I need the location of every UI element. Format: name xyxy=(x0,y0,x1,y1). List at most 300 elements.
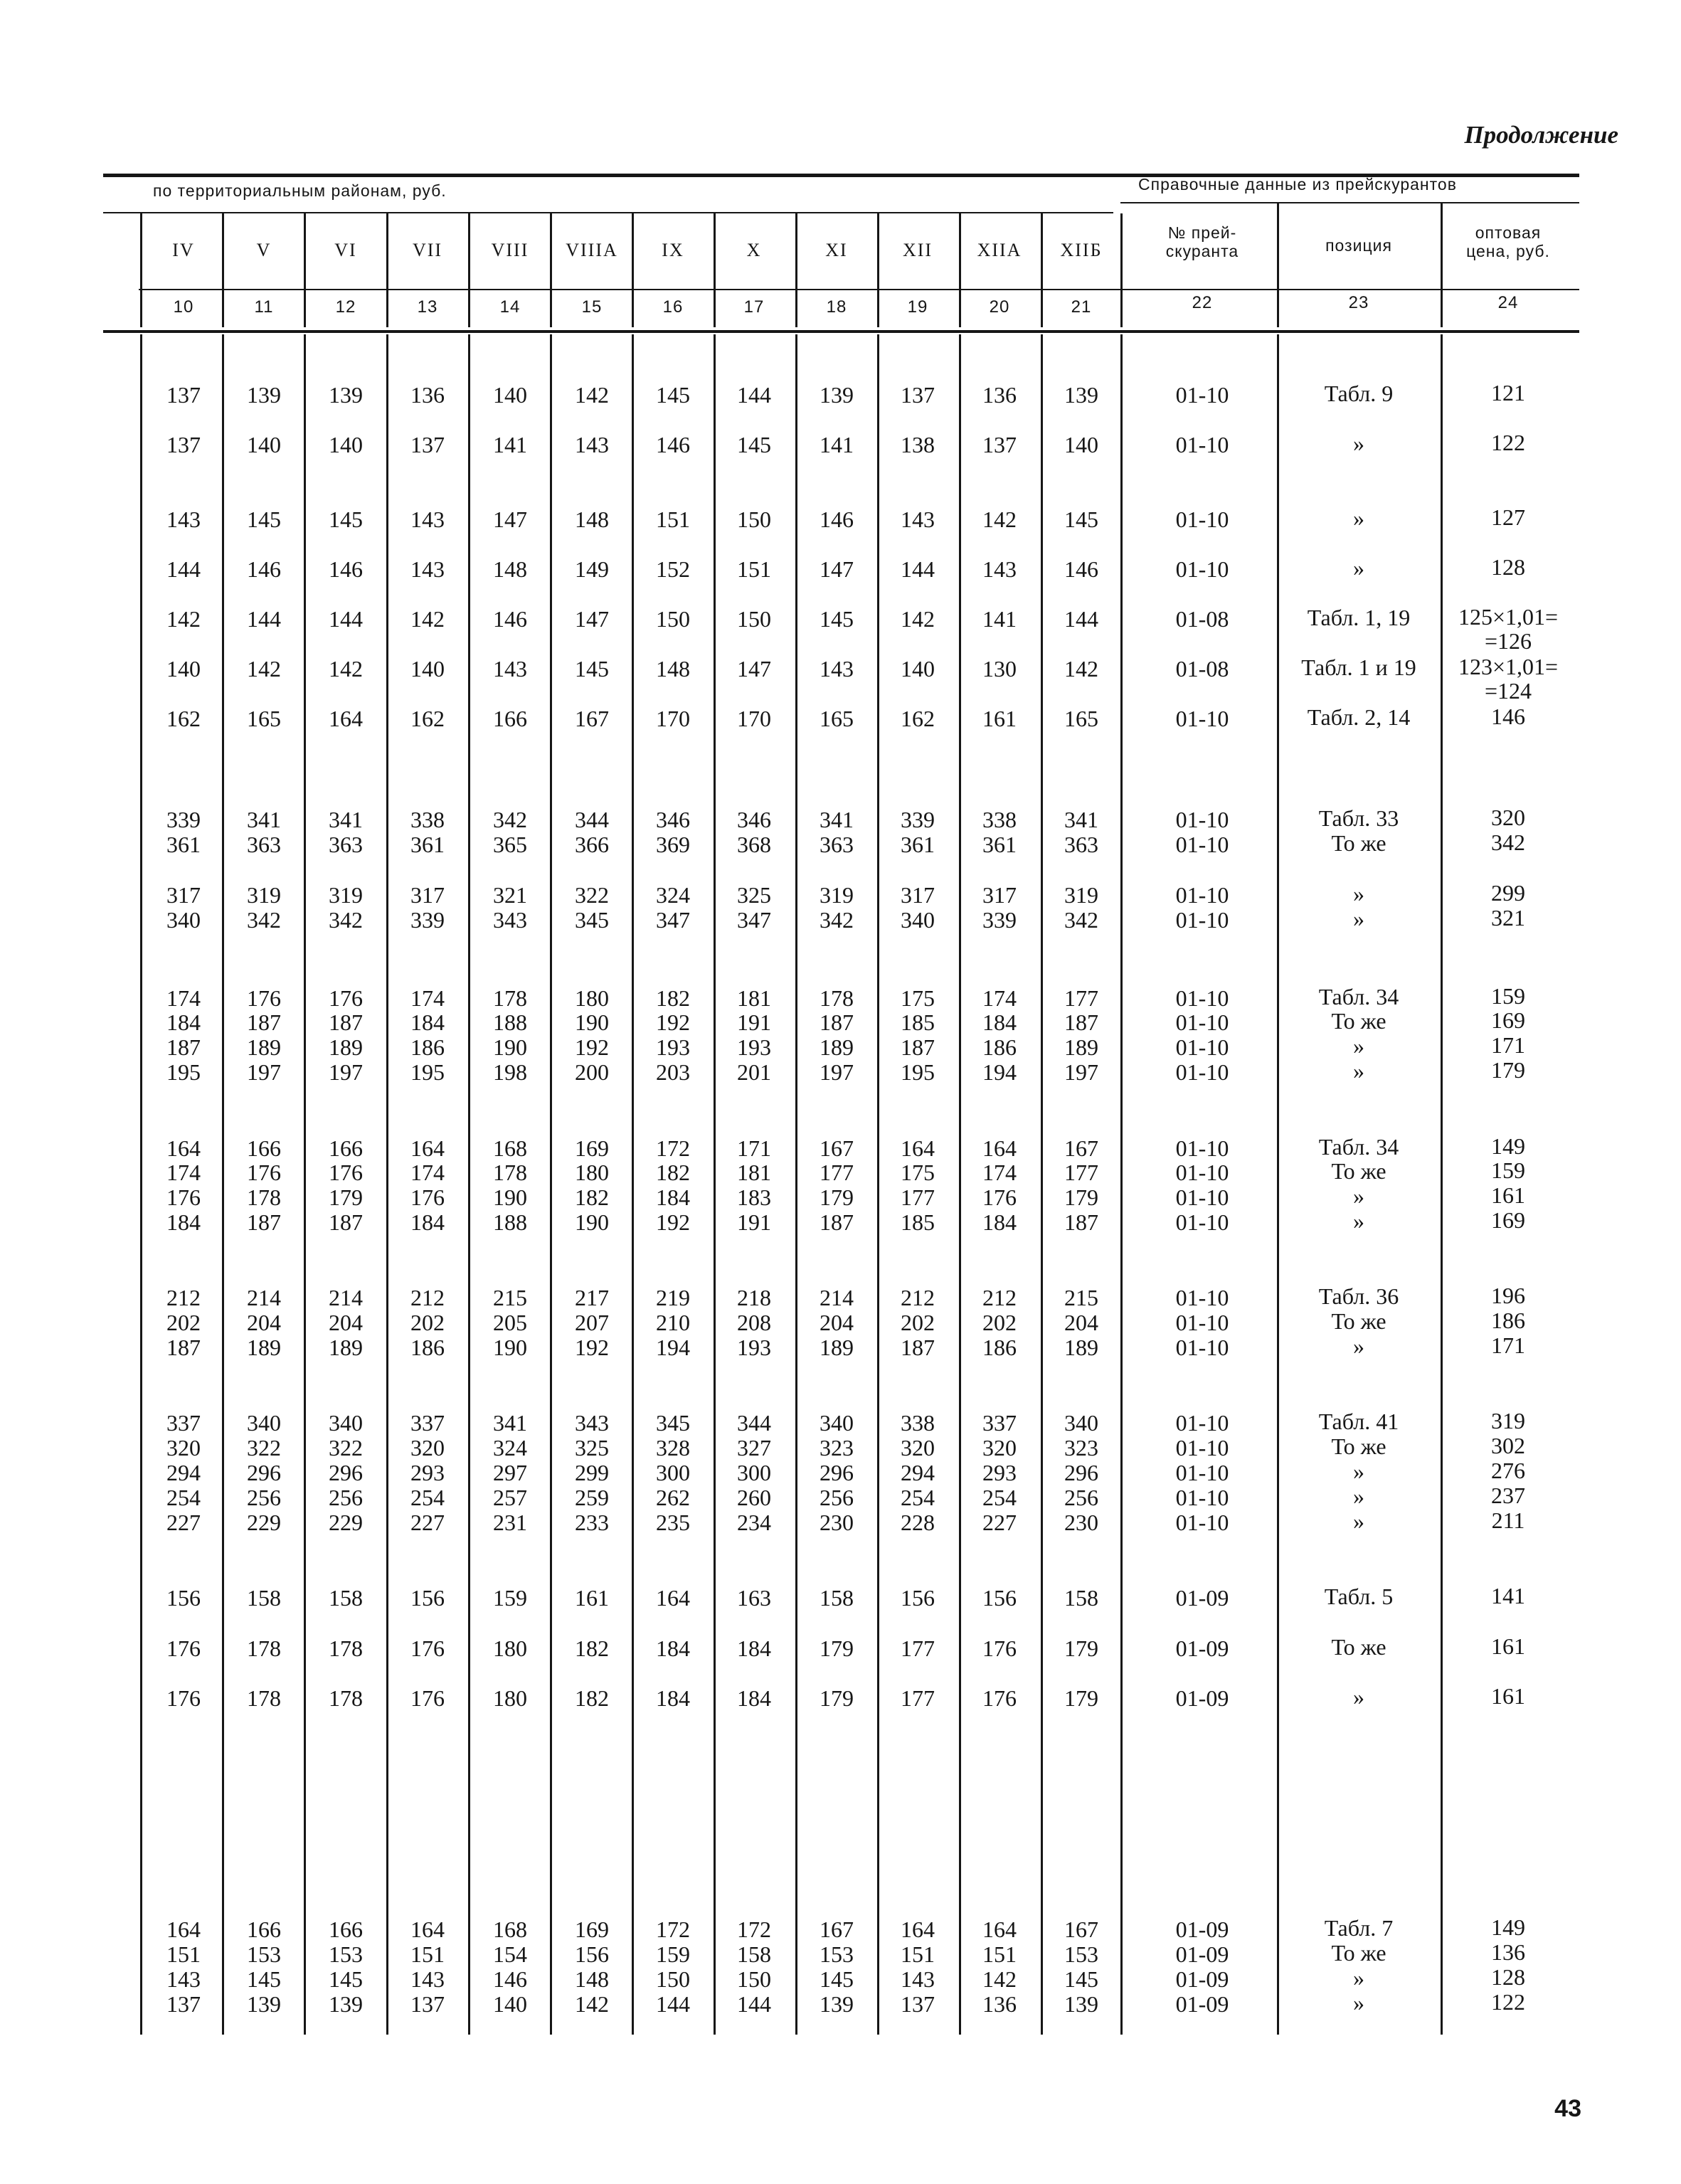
table-cell: 137 xyxy=(410,1991,445,2017)
pricelist-code-cell: 01-09 xyxy=(1175,1966,1229,1992)
wholesale-price-cell: 125×1,01= =126 xyxy=(1458,604,1559,654)
region-header: IV xyxy=(172,240,195,260)
table-cell: 338 xyxy=(410,807,445,832)
table-cell: 164 xyxy=(410,1135,445,1161)
table-cell: 174 xyxy=(166,1160,201,1185)
table-cell: 366 xyxy=(575,832,609,857)
table-cell: 322 xyxy=(575,882,609,908)
table-cell: 145 xyxy=(247,507,281,532)
column-rule-header xyxy=(386,213,388,327)
table-cell: 202 xyxy=(901,1310,935,1335)
table-cell: 168 xyxy=(493,1135,527,1161)
table-cell: 164 xyxy=(901,1917,935,1942)
table-cell: 141 xyxy=(493,432,527,457)
table-cell: 178 xyxy=(247,1685,281,1711)
table-cell: 190 xyxy=(493,1034,527,1060)
table-cell: 325 xyxy=(737,882,771,908)
table-cell: 176 xyxy=(982,1636,1017,1661)
table-cell: 342 xyxy=(1064,907,1098,933)
table-cell: 178 xyxy=(820,985,854,1011)
table-cell: 178 xyxy=(493,985,527,1011)
table-cell: 137 xyxy=(166,1991,201,2017)
table-cell: 189 xyxy=(820,1335,854,1360)
table-cell: 137 xyxy=(166,432,201,457)
table-cell: 319 xyxy=(247,882,281,908)
table-cell: 163 xyxy=(737,1585,771,1611)
table-cell: 150 xyxy=(737,507,771,532)
table-cell: 156 xyxy=(410,1585,445,1611)
table-cell: 368 xyxy=(737,832,771,857)
table-cell: 187 xyxy=(901,1034,935,1060)
table-cell: 228 xyxy=(901,1510,935,1535)
region-header: XIIБ xyxy=(1060,240,1103,260)
column-rule-header xyxy=(140,213,142,327)
position-cell: То же xyxy=(1331,1008,1386,1034)
table-cell: 363 xyxy=(820,832,854,857)
column-number: 21 xyxy=(1071,297,1092,317)
table-cell: 218 xyxy=(737,1285,771,1310)
position-cell: » xyxy=(1353,1208,1364,1234)
table-cell: 139 xyxy=(247,1991,281,2017)
table-cell: 178 xyxy=(493,1160,527,1185)
column-number: 14 xyxy=(499,297,521,317)
table-cell: 204 xyxy=(329,1310,363,1335)
table-cell: 187 xyxy=(820,1209,854,1235)
column-number: 11 xyxy=(254,297,274,317)
table-cell: 177 xyxy=(1064,985,1098,1011)
table-cell: 136 xyxy=(982,1991,1017,2017)
region-header: X xyxy=(746,240,762,260)
pricelist-code-cell: 01-09 xyxy=(1175,1585,1229,1611)
table-cell: 161 xyxy=(982,706,1017,731)
table-cell: 214 xyxy=(247,1285,281,1310)
pricelist-code-cell: 01-10 xyxy=(1175,1310,1229,1335)
table-cell: 254 xyxy=(410,1485,445,1510)
table-cell: 191 xyxy=(737,1009,771,1035)
wholesale-price-cell: 171 xyxy=(1491,1332,1525,1358)
table-cell: 179 xyxy=(820,1685,854,1711)
table-cell: 189 xyxy=(329,1335,363,1360)
table-cell: 144 xyxy=(329,606,363,632)
table-cell: 156 xyxy=(575,1941,609,1967)
table-cell: 341 xyxy=(820,807,854,832)
table-cell: 189 xyxy=(1064,1335,1098,1360)
column-rule-header xyxy=(632,213,634,327)
table-cell: 166 xyxy=(329,1135,363,1161)
position-cell: » xyxy=(1353,1058,1364,1083)
wholesale-price-cell: 128 xyxy=(1491,554,1525,580)
table-cell: 141 xyxy=(982,606,1017,632)
position-cell: » xyxy=(1353,1990,1364,2015)
position-cell: Табл. 41 xyxy=(1318,1409,1399,1434)
region-header: XII xyxy=(902,240,933,260)
table-cell: 198 xyxy=(493,1059,527,1085)
table-cell: 141 xyxy=(820,432,854,457)
table-cell: 361 xyxy=(166,832,201,857)
table-cell: 145 xyxy=(329,1966,363,1992)
table-cell: 363 xyxy=(1064,832,1098,857)
wholesale-price-cell: 161 xyxy=(1491,1683,1525,1709)
table-cell: 164 xyxy=(166,1917,201,1942)
wholesale-price-cell: 121 xyxy=(1491,380,1525,405)
table-cell: 166 xyxy=(247,1917,281,1942)
table-cell: 181 xyxy=(737,1160,771,1185)
continuation-label: Продолжение xyxy=(1464,121,1618,149)
table-cell: 180 xyxy=(575,985,609,1011)
table-cell: 187 xyxy=(1064,1009,1098,1035)
table-cell: 256 xyxy=(820,1485,854,1510)
table-cell: 145 xyxy=(656,382,690,408)
table-cell: 200 xyxy=(575,1059,609,1085)
table-cell: 143 xyxy=(166,507,201,532)
table-cell: 178 xyxy=(329,1636,363,1661)
column-rule-body xyxy=(1277,334,1279,2035)
column-rule-header xyxy=(1277,203,1279,327)
column-number: 13 xyxy=(417,297,438,317)
table-cell: 183 xyxy=(737,1184,771,1210)
table-cell: 138 xyxy=(901,432,935,457)
table-cell: 186 xyxy=(410,1335,445,1360)
column-rule-body xyxy=(632,334,634,2035)
pricelist-code-cell: 01-10 xyxy=(1175,507,1229,532)
table-cell: 322 xyxy=(247,1435,281,1461)
table-cell: 347 xyxy=(656,907,690,933)
table-cell: 151 xyxy=(656,507,690,532)
table-cell: 361 xyxy=(982,832,1017,857)
pricelist-code-cell: 01-10 xyxy=(1175,1009,1229,1035)
table-cell: 149 xyxy=(575,556,609,582)
table-cell: 184 xyxy=(166,1009,201,1035)
column-number: 23 xyxy=(1348,293,1369,312)
table-cell: 254 xyxy=(901,1485,935,1510)
table-cell: 159 xyxy=(656,1941,690,1967)
wholesale-price-cell: 237 xyxy=(1491,1483,1525,1508)
position-cell: » xyxy=(1353,505,1364,531)
table-cell: 197 xyxy=(1064,1059,1098,1085)
table-cell: 337 xyxy=(410,1410,445,1436)
table-cell: 192 xyxy=(575,1335,609,1360)
position-cell: » xyxy=(1353,430,1364,456)
table-cell: 212 xyxy=(166,1285,201,1310)
table-cell: 319 xyxy=(1064,882,1098,908)
wholesale-price-cell: 179 xyxy=(1491,1057,1525,1083)
table-cell: 156 xyxy=(901,1585,935,1611)
pricelist-code-cell: 01-10 xyxy=(1175,907,1229,933)
table-cell: 139 xyxy=(247,382,281,408)
column-number: 19 xyxy=(907,297,928,317)
position-cell: » xyxy=(1353,1508,1364,1534)
wholesale-price-cell: 299 xyxy=(1491,880,1525,906)
pricelist-code-cell: 01-09 xyxy=(1175,1685,1229,1711)
column-number: 18 xyxy=(826,297,847,317)
table-cell: 342 xyxy=(329,907,363,933)
table-cell: 165 xyxy=(247,706,281,731)
table-cell: 184 xyxy=(737,1636,771,1661)
position-cell: Табл. 2, 14 xyxy=(1307,704,1411,730)
table-cell: 212 xyxy=(901,1285,935,1310)
position-cell: » xyxy=(1353,906,1364,931)
table-cell: 260 xyxy=(737,1485,771,1510)
column-rule-header xyxy=(304,213,306,327)
table-cell: 347 xyxy=(737,907,771,933)
table-cell: 151 xyxy=(901,1941,935,1967)
table-cell: 214 xyxy=(329,1285,363,1310)
table-cell: 202 xyxy=(410,1310,445,1335)
table-cell: 182 xyxy=(575,1184,609,1210)
header-group-rule-regions xyxy=(103,212,1113,213)
table-cell: 176 xyxy=(247,985,281,1011)
table-cell: 186 xyxy=(410,1034,445,1060)
table-cell: 144 xyxy=(737,1991,771,2017)
pricelist-code-cell: 01-10 xyxy=(1175,1059,1229,1085)
table-cell: 140 xyxy=(410,656,445,682)
header-bottom-rule xyxy=(103,330,1579,333)
table-cell: 179 xyxy=(820,1636,854,1661)
table-cell: 187 xyxy=(1064,1209,1098,1235)
pricelist-code-cell: 01-10 xyxy=(1175,1435,1229,1461)
wholesale-price-cell: 319 xyxy=(1491,1408,1525,1433)
table-cell: 140 xyxy=(166,656,201,682)
table-cell: 344 xyxy=(737,1410,771,1436)
pricelist-code-cell: 01-08 xyxy=(1175,656,1229,682)
table-cell: 204 xyxy=(247,1310,281,1335)
table-cell: 184 xyxy=(410,1209,445,1235)
table-cell: 164 xyxy=(166,1135,201,1161)
pricelist-code-cell: 01-10 xyxy=(1175,382,1229,408)
position-cell: Табл. 34 xyxy=(1318,1134,1399,1160)
pricelist-code-cell: 01-10 xyxy=(1175,1285,1229,1310)
pricelist-code-cell: 01-10 xyxy=(1175,1034,1229,1060)
table-cell: 324 xyxy=(656,882,690,908)
table-cell: 233 xyxy=(575,1510,609,1535)
table-cell: 328 xyxy=(656,1435,690,1461)
table-cell: 143 xyxy=(410,507,445,532)
table-cell: 147 xyxy=(575,606,609,632)
wholesale-price-cell: 136 xyxy=(1491,1939,1525,1965)
table-cell: 363 xyxy=(247,832,281,857)
table-cell: 140 xyxy=(493,382,527,408)
table-cell: 145 xyxy=(247,1966,281,1992)
table-cell: 177 xyxy=(901,1184,935,1210)
pricelist-code-cell: 01-09 xyxy=(1175,1917,1229,1942)
table-cell: 177 xyxy=(901,1636,935,1661)
table-cell: 187 xyxy=(329,1009,363,1035)
table-cell: 140 xyxy=(1064,432,1098,457)
column-rule-body xyxy=(386,334,388,2035)
table-cell: 174 xyxy=(982,1160,1017,1185)
table-cell: 176 xyxy=(982,1685,1017,1711)
table-cell: 212 xyxy=(982,1285,1017,1310)
pricelist-code-cell: 01-10 xyxy=(1175,1160,1229,1185)
table-cell: 166 xyxy=(493,706,527,731)
table-cell: 191 xyxy=(737,1209,771,1235)
table-cell: 145 xyxy=(737,432,771,457)
pricelist-code-cell: 01-10 xyxy=(1175,1135,1229,1161)
table-cell: 153 xyxy=(247,1941,281,1967)
table-cell: 189 xyxy=(1064,1034,1098,1060)
wholesale-price-cell: 321 xyxy=(1491,905,1525,931)
pricelist-code-cell: 01-10 xyxy=(1175,432,1229,457)
table-cell: 142 xyxy=(329,656,363,682)
column-rule-body xyxy=(550,334,552,2035)
table-cell: 190 xyxy=(493,1335,527,1360)
header-group-rule-reference xyxy=(1120,202,1579,203)
table-cell: 187 xyxy=(329,1209,363,1235)
table-cell: 317 xyxy=(166,882,201,908)
table-cell: 294 xyxy=(166,1460,201,1485)
table-cell: 324 xyxy=(493,1435,527,1461)
table-cell: 142 xyxy=(1064,656,1098,682)
table-cell: 187 xyxy=(247,1009,281,1035)
position-cell: » xyxy=(1353,1458,1364,1484)
pricelist-code-cell: 01-08 xyxy=(1175,606,1229,632)
table-cell: 152 xyxy=(656,556,690,582)
table-cell: 144 xyxy=(247,606,281,632)
table-cell: 148 xyxy=(493,556,527,582)
column-number: 16 xyxy=(662,297,684,317)
table-cell: 346 xyxy=(656,807,690,832)
table-cell: 150 xyxy=(737,1966,771,1992)
position-cell: » xyxy=(1353,881,1364,906)
position-cell: То же xyxy=(1331,1940,1386,1966)
table-cell: 317 xyxy=(901,882,935,908)
table-cell: 142 xyxy=(166,606,201,632)
pricelist-code-cell: 01-10 xyxy=(1175,1184,1229,1210)
table-cell: 162 xyxy=(166,706,201,731)
table-cell: 345 xyxy=(656,1410,690,1436)
column-rule-header xyxy=(550,213,552,327)
table-cell: 170 xyxy=(737,706,771,731)
table-cell: 184 xyxy=(656,1685,690,1711)
table-cell: 147 xyxy=(737,656,771,682)
table-cell: 187 xyxy=(247,1209,281,1235)
table-cell: 168 xyxy=(493,1917,527,1942)
table-cell: 180 xyxy=(493,1685,527,1711)
table-cell: 296 xyxy=(329,1460,363,1485)
table-cell: 175 xyxy=(901,985,935,1011)
position-cell: » xyxy=(1353,1483,1364,1509)
table-cell: 297 xyxy=(493,1460,527,1485)
table-cell: 140 xyxy=(901,656,935,682)
table-cell: 174 xyxy=(166,985,201,1011)
column-rule-header xyxy=(714,213,716,327)
position-cell: » xyxy=(1353,1033,1364,1059)
regions-group-title: по территориальным районам, руб. xyxy=(153,181,447,200)
table-cell: 145 xyxy=(1064,507,1098,532)
table-cell: 177 xyxy=(1064,1160,1098,1185)
table-cell: 137 xyxy=(901,382,935,408)
table-cell: 145 xyxy=(820,1966,854,1992)
table-cell: 342 xyxy=(820,907,854,933)
column-number: 24 xyxy=(1497,293,1519,312)
column-number: 17 xyxy=(743,297,765,317)
table-cell: 176 xyxy=(247,1160,281,1185)
table-cell: 227 xyxy=(410,1510,445,1535)
table-cell: 137 xyxy=(901,1991,935,2017)
column-rule-header xyxy=(959,213,961,327)
column-rule-body xyxy=(222,334,224,2035)
table-cell: 300 xyxy=(656,1460,690,1485)
table-cell: 164 xyxy=(410,1917,445,1942)
table-cell: 178 xyxy=(247,1184,281,1210)
table-cell: 172 xyxy=(656,1917,690,1942)
table-cell: 177 xyxy=(901,1685,935,1711)
table-cell: 179 xyxy=(1064,1636,1098,1661)
table-cell: 205 xyxy=(493,1310,527,1335)
table-cell: 167 xyxy=(1064,1917,1098,1942)
table-cell: 167 xyxy=(575,706,609,731)
column-rule-header xyxy=(877,213,879,327)
table-cell: 146 xyxy=(656,432,690,457)
table-cell: 167 xyxy=(820,1135,854,1161)
table-cell: 325 xyxy=(575,1435,609,1461)
table-cell: 256 xyxy=(329,1485,363,1510)
table-cell: 146 xyxy=(493,606,527,632)
table-cell: 204 xyxy=(820,1310,854,1335)
position-cell: » xyxy=(1353,555,1364,581)
table-cell: 139 xyxy=(1064,382,1098,408)
table-cell: 254 xyxy=(982,1485,1017,1510)
column-rule-body xyxy=(1041,334,1043,2035)
column-rule-body xyxy=(959,334,961,2035)
position-cell: Табл. 1, 19 xyxy=(1307,605,1411,630)
position-cell: » xyxy=(1353,1684,1364,1709)
table-cell: 210 xyxy=(656,1310,690,1335)
table-cell: 174 xyxy=(410,1160,445,1185)
table-cell: 142 xyxy=(247,656,281,682)
table-cell: 144 xyxy=(1064,606,1098,632)
table-cell: 143 xyxy=(410,1966,445,1992)
wholesale-price-cell: 169 xyxy=(1491,1007,1525,1033)
table-cell: 156 xyxy=(982,1585,1017,1611)
table-cell: 139 xyxy=(820,382,854,408)
table-cell: 319 xyxy=(329,882,363,908)
table-cell: 229 xyxy=(329,1510,363,1535)
wholesale-price-cell: 159 xyxy=(1491,1157,1525,1183)
pricelist-code-cell: 01-10 xyxy=(1175,1335,1229,1360)
table-cell: 343 xyxy=(575,1410,609,1436)
table-cell: 337 xyxy=(982,1410,1017,1436)
table-cell: 339 xyxy=(410,907,445,933)
column-rule-header xyxy=(468,213,470,327)
table-cell: 257 xyxy=(493,1485,527,1510)
table-cell: 317 xyxy=(982,882,1017,908)
wholesale-price-cell: 342 xyxy=(1491,829,1525,855)
table-cell: 343 xyxy=(493,907,527,933)
wholesale-price-cell: 123×1,01= =124 xyxy=(1458,654,1559,704)
table-cell: 144 xyxy=(166,556,201,582)
table-cell: 230 xyxy=(1064,1510,1098,1535)
table-cell: 136 xyxy=(982,382,1017,408)
table-cell: 293 xyxy=(982,1460,1017,1485)
table-cell: 151 xyxy=(982,1941,1017,1967)
table-cell: 161 xyxy=(575,1585,609,1611)
table-cell: 189 xyxy=(820,1034,854,1060)
table-cell: 146 xyxy=(247,556,281,582)
table-cell: 176 xyxy=(410,1636,445,1661)
pricelist-code-cell: 01-10 xyxy=(1175,807,1229,832)
table-cell: 182 xyxy=(656,1160,690,1185)
table-cell: 189 xyxy=(329,1034,363,1060)
table-cell: 184 xyxy=(982,1009,1017,1035)
table-cell: 136 xyxy=(410,382,445,408)
table-cell: 187 xyxy=(166,1034,201,1060)
pricelist-code-cell: 01-10 xyxy=(1175,985,1229,1011)
position-cell: » xyxy=(1353,1333,1364,1359)
wholesale-price-cell: 159 xyxy=(1491,983,1525,1009)
column-rule-header xyxy=(1041,213,1043,327)
table-cell: 195 xyxy=(901,1059,935,1085)
